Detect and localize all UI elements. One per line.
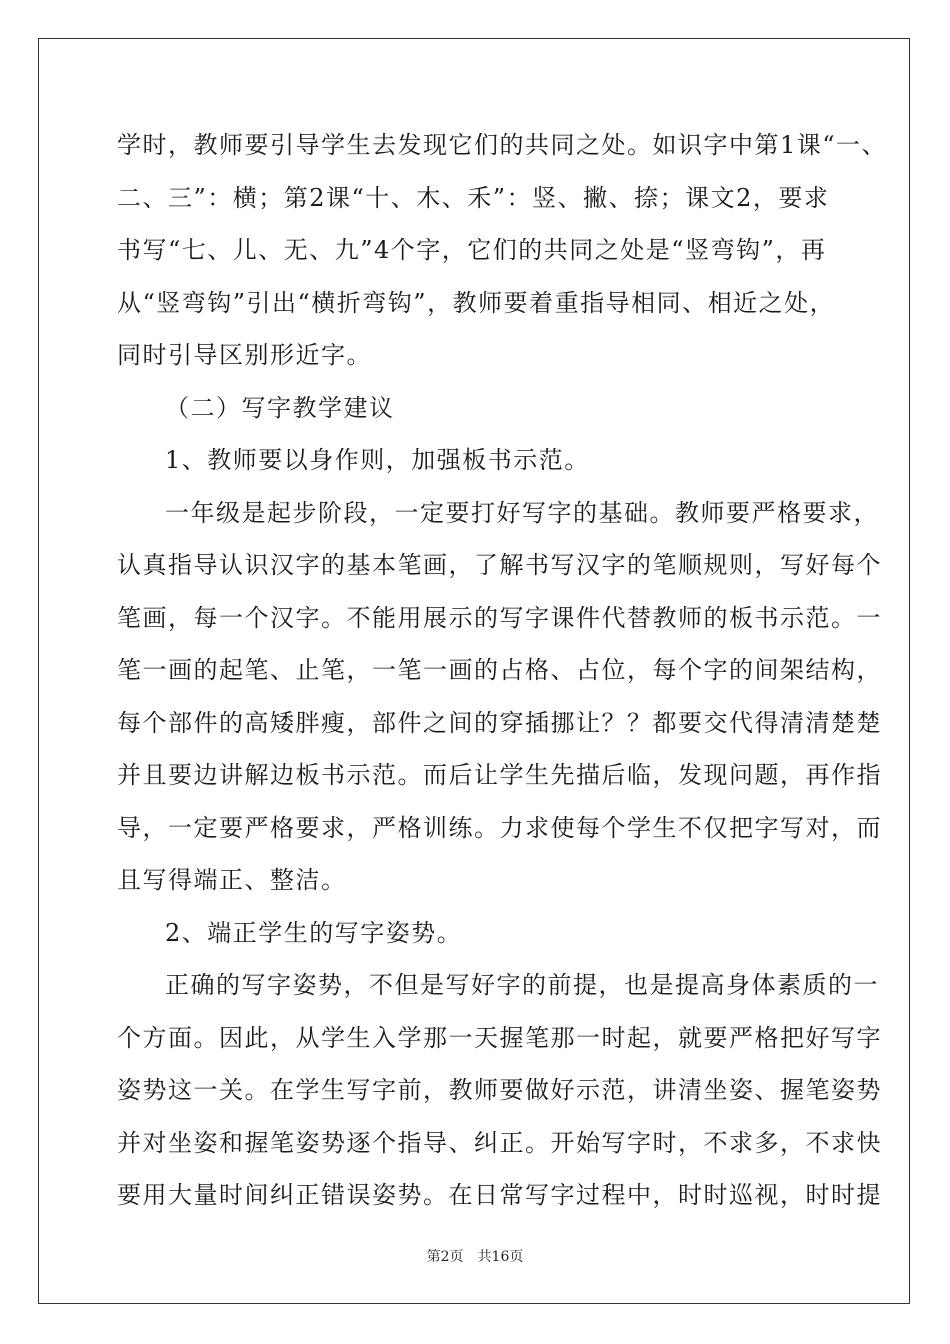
subsection-heading: 2、端正学生的写字姿势。 xyxy=(165,918,463,947)
text-line: 从“竖弯钩”引出“横折弯钩”，教师要着重指导相同、相近之处， xyxy=(117,288,836,317)
paragraph-first-line: 正确的写字姿势，不但是写好字的前提，也是提高身体素质的一 xyxy=(165,971,879,999)
text-line: 书写“七、儿、无、九”4个字，它们的共同之处是“竖弯钩”，再 xyxy=(117,236,827,264)
text-line: 导，一定要严格要求，严格训练。力求使每个学生不仅把字写对，而 xyxy=(117,813,882,842)
text-line: 学时，教师要引导学生去发现它们的共同之处。如识字中第1课“一、 xyxy=(117,131,888,159)
text-line: 同时引导区别形近字。 xyxy=(117,341,372,369)
text-line: 且写得端正、整洁。 xyxy=(117,866,347,894)
text-line: 认真指导认识汉字的基本笔画，了解书写汉字的笔顺规则，写好每个 xyxy=(117,551,882,579)
text-line: 笔一画的起笔、止笔，一笔一画的占格、占位，每个字的间架结构， xyxy=(117,656,882,684)
page-total: 共16页 xyxy=(477,1249,524,1265)
text-line: 每个部件的高矮胖瘦，部件之间的穿插挪让？？都要交代得清清楚楚 xyxy=(117,708,882,737)
page-footer xyxy=(0,1246,950,1266)
section-heading: （二）写字教学建议 xyxy=(165,393,395,422)
text-line: 要用大量时间纠正错误姿势。在日常写字过程中，时时巡视，时时提 xyxy=(117,1181,882,1209)
text-line: 个方面。因此，从学生入学那一天握笔那一时起，就要严格把好写字 xyxy=(117,1023,882,1052)
document-body xyxy=(117,125,888,1228)
text-line: 笔画，每一个汉字。不能用展示的写字课件代替教师的板书示范。一 xyxy=(117,603,882,632)
text-line: 姿势这一关。在学生写字前，教师要做好示范，讲清坐姿、握笔姿势 xyxy=(117,1076,882,1104)
paragraph-first-line: 一年级是起步阶段，一定要打好写字的基础。教师要严格要求， xyxy=(165,498,879,527)
text-line: 二、三”：横；第2课“十、木、禾”：竖、撇、捺；课文2，要求 xyxy=(117,183,830,212)
page-number: 第2页 xyxy=(426,1249,464,1265)
text-line: 并对坐姿和握笔姿势逐个指导、纠正。开始写字时，不求多，不求快 xyxy=(117,1128,882,1157)
text-line: 并且要边讲解边板书示范。而后让学生先描后临，发现问题，再作指 xyxy=(117,761,882,789)
subsection-heading: 1、教师要以身作则，加强板书示范。 xyxy=(165,446,590,474)
